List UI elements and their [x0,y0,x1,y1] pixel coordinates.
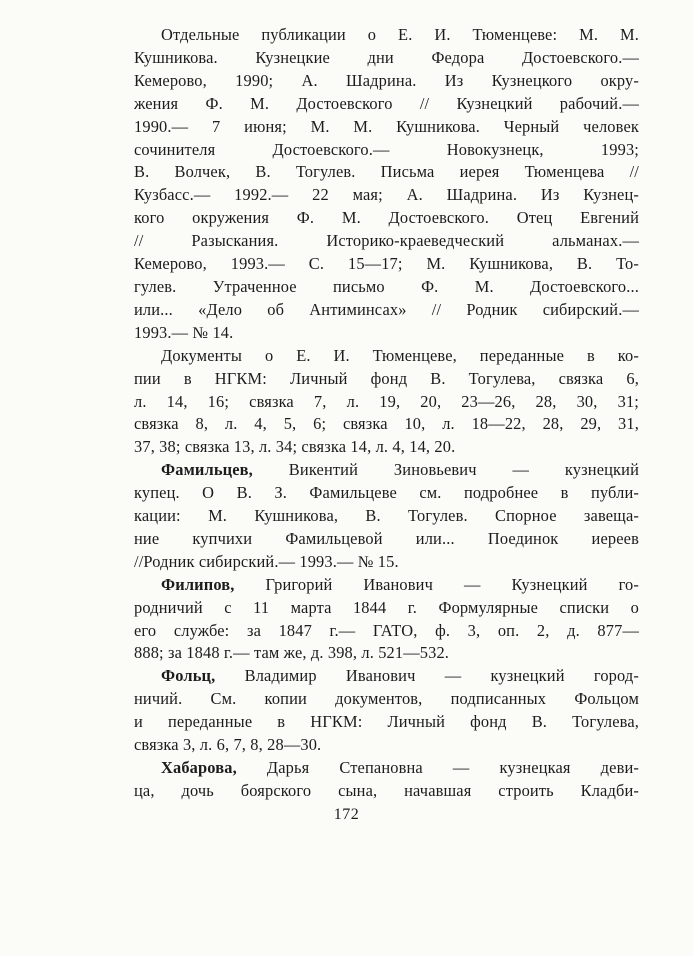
text-line: кого окружения Ф. М. Достоевского. Отец Евгений [134,208,639,228]
text-line: Отдельные публикации о Е. И. Тюменцеве: М. М. [161,25,639,44]
text-line: Кушникова. Кузнецкие дни Федора Достоевского.— [134,47,639,67]
entry-name: Хабарова, [161,758,237,777]
text-line: 888; за 1848 г.— там же, д. 398, л. 521—532. [134,643,450,663]
text-line: Кузбасс.— 1992.— 22 мая; А. Шадрина. Из Кузнец- [134,185,639,205]
paragraph-publications [107,24,639,345]
entry-filipov [107,574,639,666]
page-number: 172 [333,806,360,823]
text-line: его службе: за 1847 г.— ГАТО, ф. 3, оп. 2, д. 877— [134,620,639,640]
text-line [107,574,639,597]
text-line: Документы о Е. И. Тюменцеве, переданные в ко- [161,345,639,365]
entry-text: Викентий Зиновьевич — кузнецкий [252,460,639,480]
text-line: //Родник сибирский.— 1993.— № 15. [134,551,399,571]
entry-text: Григорий Иванович — Кузнецкий го- [234,574,639,594]
text-line: жения Ф. М. Достоевского // Кузнецкий рабочий.— [134,93,639,113]
entry-khabarova [107,757,639,803]
text-line: кации: М. Кушникова, В. Тогулев. Спорное завеща- [134,506,639,526]
text-line: связка 8, л. 4, 5, 6; связка 10, л. 18—22, 28, 29, 31, [134,414,639,434]
text-line [107,757,639,780]
text-line: сочинителя Достоевского.— Новокузнецк, 1993; [134,139,639,159]
text-line: Кемерово, 1993.— С. 15—17; М. Кушникова, В. То- [134,254,639,274]
entry-name: Фамильцев, [161,460,253,480]
text-line: связка 3, л. 6, 7, 8, 28—30. [134,735,322,755]
text-line: ние купчихи Фамильцевой или... Поединок иереев [134,528,639,548]
text-line: 1990.— 7 июня; М. М. Кушникова. Черный человек [134,116,639,136]
entry-text: Владимир Иванович — кузнецкий город- [215,666,639,686]
entry-folts [107,665,639,757]
entry-name: Фольц, [161,666,216,686]
text-line: В. Волчек, В. Тогулев. Письма иерея Тюменцева // [134,162,639,182]
text-line: ца, дочь боярского сына, начавшая строить Кладби- [134,780,639,800]
text-line: Кемерово, 1990; А. Шадрина. Из Кузнецкого окру- [134,70,639,90]
text-body [107,24,639,803]
entry-familtsev [107,459,639,574]
text-line [107,665,639,688]
text-line: // Разыскания. Историко-краеведческий альманах.— [134,231,639,251]
text-line: пии в НГКМ: Личный фонд В. Тогулева, связка 6, [134,368,639,388]
text-line: гулев. Утраченное письмо Ф. М. Достоевского... [134,276,639,296]
text-line: и переданные в НГКМ: Личный фонд В. Тогулева, [134,712,639,732]
text-line: ничий. См. копии документов, подписанных Фольцом [134,689,639,709]
text-line: купец. О В. З. Фамильцеве см. подробнее в публи- [134,483,639,503]
text-line: 37, 38; связка 13, л. 34; связка 14, л. 4, 14, 20. [134,437,456,457]
text-line: л. 14, 16; связка 7, л. 19, 20, 23—26, 28, 30, 31; [134,391,639,411]
paragraph-documents [107,345,639,460]
text-line: 1993.— № 14. [134,322,234,342]
text-line: или... «Дело об Антиминсах» // Родник сибирский.— [134,299,639,319]
text-line: родничий с 11 марта 1844 г. Формулярные списки о [134,597,639,617]
entry-text: Дарья Степановна — кузнецкая деви- [236,758,639,777]
text-line [107,459,639,482]
entry-name: Филипов, [161,574,235,594]
